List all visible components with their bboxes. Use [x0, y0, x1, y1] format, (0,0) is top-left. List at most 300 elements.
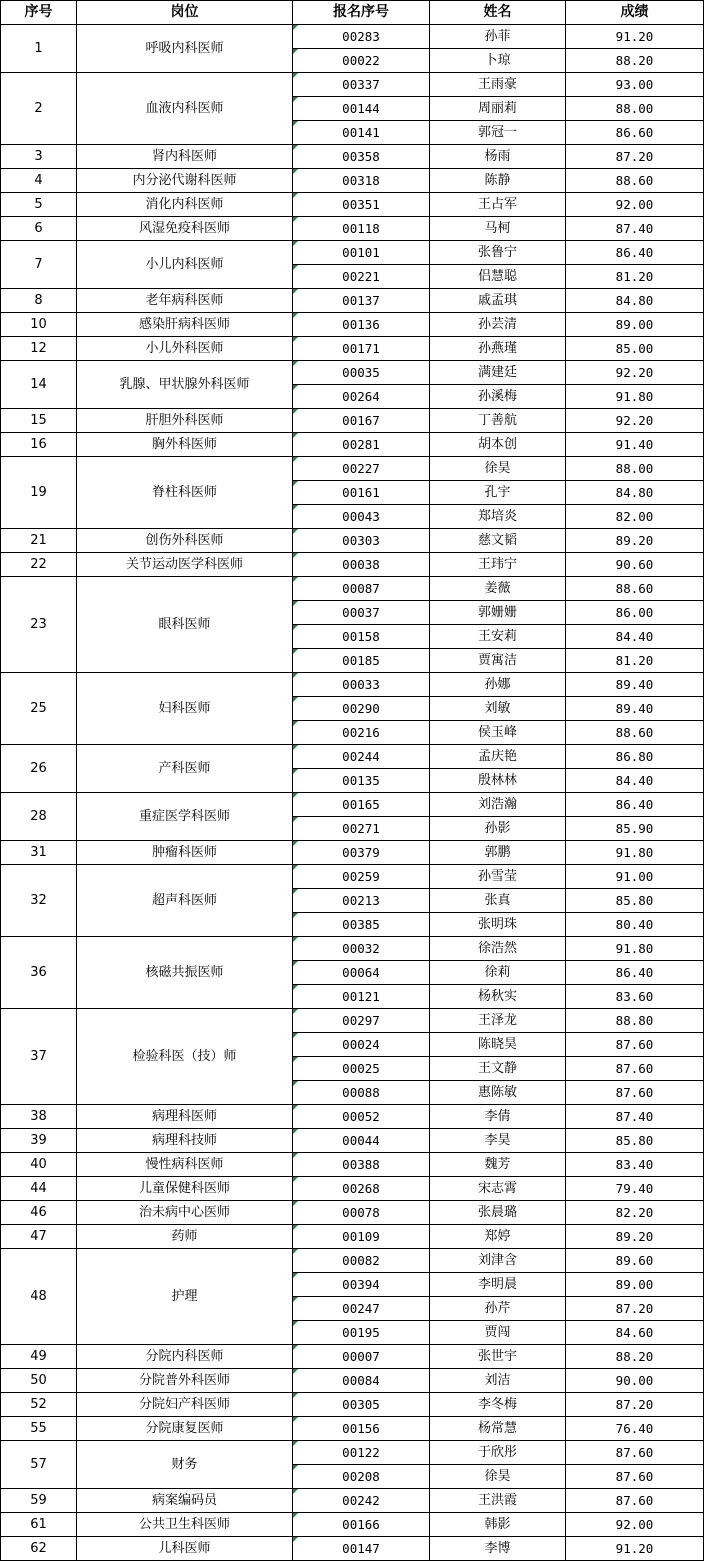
- name-cell: 徐昊: [430, 1465, 566, 1489]
- reg-no-cell: 00035: [293, 361, 430, 385]
- name-cell: 张真: [430, 889, 566, 913]
- reg-no-cell: 00122: [293, 1441, 430, 1465]
- score-cell: 90.60: [566, 553, 704, 577]
- name-cell: 张明珠: [430, 913, 566, 937]
- score-cell: 91.80: [566, 841, 704, 865]
- header-row: [1, 1, 704, 25]
- name-cell: 姜薇: [430, 577, 566, 601]
- name-cell: 刘津含: [430, 1249, 566, 1273]
- name-cell: 贾闯: [430, 1321, 566, 1345]
- reg-no-cell: 00216: [293, 721, 430, 745]
- reg-no-cell: 00305: [293, 1393, 430, 1417]
- score-cell: 88.20: [566, 49, 704, 73]
- table-row: [1, 433, 704, 457]
- seq-cell: 32: [1, 865, 77, 937]
- post-cell: 内分泌代谢科医师: [77, 169, 293, 193]
- reg-no-cell: 00052: [293, 1105, 430, 1129]
- name-cell: 王泽龙: [430, 1009, 566, 1033]
- post-cell: 小儿内科医师: [77, 241, 293, 289]
- name-cell: 刘敏: [430, 697, 566, 721]
- table-row: [1, 193, 704, 217]
- seq-cell: 10: [1, 313, 77, 337]
- table-row: [1, 1369, 704, 1393]
- post-cell: 乳腺、甲状腺外科医师: [77, 361, 293, 409]
- seq-cell: 46: [1, 1201, 77, 1225]
- name-cell: 魏芳: [430, 1153, 566, 1177]
- post-cell: 肿瘤科医师: [77, 841, 293, 865]
- score-cell: 88.60: [566, 169, 704, 193]
- reg-no-cell: 00033: [293, 673, 430, 697]
- post-cell: 重症医学科医师: [77, 793, 293, 841]
- post-cell: 分院普外科医师: [77, 1369, 293, 1393]
- name-cell: 郭鹏: [430, 841, 566, 865]
- reg-no-cell: 00167: [293, 409, 430, 433]
- seq-cell: 16: [1, 433, 77, 457]
- reg-no-cell: 00165: [293, 793, 430, 817]
- table-row: [1, 217, 704, 241]
- seq-cell: 55: [1, 1417, 77, 1441]
- reg-no-cell: 00247: [293, 1297, 430, 1321]
- reg-no-cell: 00351: [293, 193, 430, 217]
- reg-no-cell: 00242: [293, 1489, 430, 1513]
- score-cell: 89.40: [566, 697, 704, 721]
- header-post: 岗位: [77, 1, 293, 25]
- reg-no-cell: 00244: [293, 745, 430, 769]
- reg-no-cell: 00337: [293, 73, 430, 97]
- seq-cell: 57: [1, 1441, 77, 1489]
- table-row: [1, 73, 704, 97]
- table-row: [1, 553, 704, 577]
- post-cell: 妇科医师: [77, 673, 293, 745]
- score-cell: 87.20: [566, 145, 704, 169]
- score-cell: 86.40: [566, 793, 704, 817]
- score-cell: 87.60: [566, 1489, 704, 1513]
- reg-no-cell: 00038: [293, 553, 430, 577]
- reg-no-cell: 00118: [293, 217, 430, 241]
- name-cell: 卜琼: [430, 49, 566, 73]
- name-cell: 徐莉: [430, 961, 566, 985]
- seq-cell: 39: [1, 1129, 77, 1153]
- seq-cell: 19: [1, 457, 77, 529]
- name-cell: 孙燕瑾: [430, 337, 566, 361]
- reg-no-cell: 00271: [293, 817, 430, 841]
- name-cell: 惠陈敏: [430, 1081, 566, 1105]
- name-cell: 杨秋实: [430, 985, 566, 1009]
- name-cell: 王文静: [430, 1057, 566, 1081]
- name-cell: 丁善航: [430, 409, 566, 433]
- score-cell: 83.40: [566, 1153, 704, 1177]
- score-cell: 87.60: [566, 1057, 704, 1081]
- name-cell: 王玮宁: [430, 553, 566, 577]
- name-cell: 周丽莉: [430, 97, 566, 121]
- reg-no-cell: 00185: [293, 649, 430, 673]
- post-cell: 老年病科医师: [77, 289, 293, 313]
- post-cell: 慢性病科医师: [77, 1153, 293, 1177]
- table-row: [1, 1345, 704, 1369]
- score-cell: 88.60: [566, 577, 704, 601]
- name-cell: 郑婷: [430, 1225, 566, 1249]
- table-row: [1, 841, 704, 865]
- table-body: [1, 25, 704, 1561]
- reg-no-cell: 00259: [293, 865, 430, 889]
- score-cell: 87.40: [566, 1105, 704, 1129]
- score-cell: 83.60: [566, 985, 704, 1009]
- table-row: [1, 337, 704, 361]
- table-row: [1, 577, 704, 601]
- reg-no-cell: 00101: [293, 241, 430, 265]
- score-cell: 86.00: [566, 601, 704, 625]
- header-seq: 序号: [1, 1, 77, 25]
- score-cell: 88.00: [566, 457, 704, 481]
- post-cell: 分院妇产科医师: [77, 1393, 293, 1417]
- post-cell: 眼科医师: [77, 577, 293, 673]
- name-cell: 张晨璐: [430, 1201, 566, 1225]
- seq-cell: 37: [1, 1009, 77, 1105]
- name-cell: 郭姗姗: [430, 601, 566, 625]
- reg-no-cell: 00032: [293, 937, 430, 961]
- reg-no-cell: 00136: [293, 313, 430, 337]
- score-cell: 87.60: [566, 1465, 704, 1489]
- reg-no-cell: 00022: [293, 49, 430, 73]
- score-cell: 86.40: [566, 241, 704, 265]
- header-score: 成绩: [566, 1, 704, 25]
- score-cell: 92.00: [566, 1513, 704, 1537]
- table-row: [1, 673, 704, 697]
- reg-no-cell: 00268: [293, 1177, 430, 1201]
- post-cell: 产科医师: [77, 745, 293, 793]
- name-cell: 陈静: [430, 169, 566, 193]
- score-cell: 89.00: [566, 1273, 704, 1297]
- score-cell: 84.60: [566, 1321, 704, 1345]
- score-cell: 87.40: [566, 217, 704, 241]
- reg-no-cell: 00213: [293, 889, 430, 913]
- post-cell: 小儿外科医师: [77, 337, 293, 361]
- reg-no-cell: 00144: [293, 97, 430, 121]
- post-cell: 病案编码员: [77, 1489, 293, 1513]
- table-row: [1, 457, 704, 481]
- post-cell: 肝胆外科医师: [77, 409, 293, 433]
- table-row: [1, 1153, 704, 1177]
- score-cell: 86.60: [566, 121, 704, 145]
- name-cell: 殷林林: [430, 769, 566, 793]
- name-cell: 于欣彤: [430, 1441, 566, 1465]
- name-cell: 孙菲: [430, 25, 566, 49]
- name-cell: 孔宇: [430, 481, 566, 505]
- name-cell: 徐昊: [430, 457, 566, 481]
- seq-cell: 2: [1, 73, 77, 145]
- table-row: [1, 793, 704, 817]
- seq-cell: 23: [1, 577, 77, 673]
- name-cell: 侯玉峰: [430, 721, 566, 745]
- name-cell: 李倩: [430, 1105, 566, 1129]
- table-row: [1, 1513, 704, 1537]
- reg-no-cell: 00043: [293, 505, 430, 529]
- name-cell: 孙影: [430, 817, 566, 841]
- seq-cell: 14: [1, 361, 77, 409]
- name-cell: 孙溪梅: [430, 385, 566, 409]
- reg-no-cell: 00137: [293, 289, 430, 313]
- post-cell: 病理科医师: [77, 1105, 293, 1129]
- reg-no-cell: 00156: [293, 1417, 430, 1441]
- name-cell: 侣慧聪: [430, 265, 566, 289]
- seq-cell: 5: [1, 193, 77, 217]
- seq-cell: 38: [1, 1105, 77, 1129]
- score-cell: 85.00: [566, 337, 704, 361]
- score-cell: 84.40: [566, 625, 704, 649]
- reg-no-cell: 00379: [293, 841, 430, 865]
- reg-no-cell: 00385: [293, 913, 430, 937]
- seq-cell: 49: [1, 1345, 77, 1369]
- header-name: 姓名: [430, 1, 566, 25]
- score-cell: 88.60: [566, 721, 704, 745]
- post-cell: 关节运动医学科医师: [77, 553, 293, 577]
- table-row: [1, 25, 704, 49]
- post-cell: 消化内科医师: [77, 193, 293, 217]
- score-cell: 87.20: [566, 1297, 704, 1321]
- reg-no-cell: 00290: [293, 697, 430, 721]
- post-cell: 风湿免疫科医师: [77, 217, 293, 241]
- reg-no-cell: 00121: [293, 985, 430, 1009]
- table-row: [1, 1417, 704, 1441]
- name-cell: 陈晓昊: [430, 1033, 566, 1057]
- table-row: [1, 289, 704, 313]
- table-row: [1, 1489, 704, 1513]
- seq-cell: 61: [1, 1513, 77, 1537]
- score-cell: 92.00: [566, 193, 704, 217]
- reg-no-cell: 00281: [293, 433, 430, 457]
- seq-cell: 22: [1, 553, 77, 577]
- seq-cell: 6: [1, 217, 77, 241]
- name-cell: 郑培炎: [430, 505, 566, 529]
- reg-no-cell: 00024: [293, 1033, 430, 1057]
- name-cell: 马柯: [430, 217, 566, 241]
- reg-no-cell: 00161: [293, 481, 430, 505]
- reg-no-cell: 00394: [293, 1273, 430, 1297]
- table-row: [1, 1105, 704, 1129]
- seq-cell: 1: [1, 25, 77, 73]
- post-cell: 财务: [77, 1441, 293, 1489]
- reg-no-cell: 00064: [293, 961, 430, 985]
- name-cell: 王雨豪: [430, 73, 566, 97]
- reg-no-cell: 00082: [293, 1249, 430, 1273]
- score-cell: 88.80: [566, 1009, 704, 1033]
- name-cell: 戚孟琪: [430, 289, 566, 313]
- score-cell: 80.40: [566, 913, 704, 937]
- seq-cell: 4: [1, 169, 77, 193]
- score-cell: 91.40: [566, 433, 704, 457]
- reg-no-cell: 00141: [293, 121, 430, 145]
- name-cell: 李博: [430, 1537, 566, 1561]
- table-row: [1, 529, 704, 553]
- post-cell: 儿科医师: [77, 1537, 293, 1561]
- reg-no-cell: 00025: [293, 1057, 430, 1081]
- seq-cell: 40: [1, 1153, 77, 1177]
- reg-no-cell: 00087: [293, 577, 430, 601]
- post-cell: 肾内科医师: [77, 145, 293, 169]
- score-cell: 92.20: [566, 409, 704, 433]
- reg-no-cell: 00303: [293, 529, 430, 553]
- name-cell: 孙娜: [430, 673, 566, 697]
- table-row: [1, 145, 704, 169]
- score-cell: 87.20: [566, 1393, 704, 1417]
- reg-no-cell: 00044: [293, 1129, 430, 1153]
- post-cell: 分院康复医师: [77, 1417, 293, 1441]
- seq-cell: 12: [1, 337, 77, 361]
- score-cell: 85.80: [566, 889, 704, 913]
- seq-cell: 50: [1, 1369, 77, 1393]
- post-cell: 检验科医（技）师: [77, 1009, 293, 1105]
- post-cell: 血液内科医师: [77, 73, 293, 145]
- score-cell: 89.00: [566, 313, 704, 337]
- post-cell: 护理: [77, 1249, 293, 1345]
- name-cell: 孙芸清: [430, 313, 566, 337]
- seq-cell: 21: [1, 529, 77, 553]
- name-cell: 李昊: [430, 1129, 566, 1153]
- score-cell: 82.20: [566, 1201, 704, 1225]
- score-cell: 91.80: [566, 937, 704, 961]
- score-cell: 87.60: [566, 1033, 704, 1057]
- seq-cell: 44: [1, 1177, 77, 1201]
- seq-cell: 28: [1, 793, 77, 841]
- name-cell: 张鲁宁: [430, 241, 566, 265]
- name-cell: 胡本创: [430, 433, 566, 457]
- score-cell: 85.90: [566, 817, 704, 841]
- name-cell: 徐浩然: [430, 937, 566, 961]
- name-cell: 孟庆艳: [430, 745, 566, 769]
- reg-no-cell: 00078: [293, 1201, 430, 1225]
- seq-cell: 48: [1, 1249, 77, 1345]
- reg-no-cell: 00283: [293, 25, 430, 49]
- score-cell: 88.00: [566, 97, 704, 121]
- name-cell: 贾寓洁: [430, 649, 566, 673]
- table-row: [1, 241, 704, 265]
- score-cell: 86.80: [566, 745, 704, 769]
- table-row: [1, 409, 704, 433]
- table-row: [1, 1177, 704, 1201]
- reg-no-cell: 00007: [293, 1345, 430, 1369]
- seq-cell: 26: [1, 745, 77, 793]
- score-cell: 89.60: [566, 1249, 704, 1273]
- name-cell: 满建廷: [430, 361, 566, 385]
- post-cell: 核磁共振医师: [77, 937, 293, 1009]
- score-cell: 90.00: [566, 1369, 704, 1393]
- score-cell: 82.00: [566, 505, 704, 529]
- seq-cell: 15: [1, 409, 77, 433]
- reg-no-cell: 00195: [293, 1321, 430, 1345]
- score-cell: 87.60: [566, 1441, 704, 1465]
- reg-no-cell: 00135: [293, 769, 430, 793]
- reg-no-cell: 00147: [293, 1537, 430, 1561]
- score-cell: 81.20: [566, 649, 704, 673]
- header-reg-no: 报名序号: [293, 1, 430, 25]
- post-cell: 创伤外科医师: [77, 529, 293, 553]
- post-cell: 胸外科医师: [77, 433, 293, 457]
- name-cell: 杨常慧: [430, 1417, 566, 1441]
- seq-cell: 59: [1, 1489, 77, 1513]
- table-row: [1, 313, 704, 337]
- reg-no-cell: 00166: [293, 1513, 430, 1537]
- table-row: [1, 1393, 704, 1417]
- reg-no-cell: 00037: [293, 601, 430, 625]
- score-cell: 84.80: [566, 481, 704, 505]
- post-cell: 儿童保健科医师: [77, 1177, 293, 1201]
- reg-no-cell: 00318: [293, 169, 430, 193]
- seq-cell: 8: [1, 289, 77, 313]
- table-row: [1, 1249, 704, 1273]
- score-cell: 91.00: [566, 865, 704, 889]
- seq-cell: 7: [1, 241, 77, 289]
- reg-no-cell: 00227: [293, 457, 430, 481]
- name-cell: 李冬梅: [430, 1393, 566, 1417]
- name-cell: 郭冠一: [430, 121, 566, 145]
- seq-cell: 25: [1, 673, 77, 745]
- post-cell: 病理科技师: [77, 1129, 293, 1153]
- reg-no-cell: 00158: [293, 625, 430, 649]
- table-row: [1, 1201, 704, 1225]
- name-cell: 杨雨: [430, 145, 566, 169]
- table-row: [1, 1009, 704, 1033]
- name-cell: 张世宇: [430, 1345, 566, 1369]
- seq-cell: 52: [1, 1393, 77, 1417]
- table-row: [1, 169, 704, 193]
- reg-no-cell: 00109: [293, 1225, 430, 1249]
- post-cell: 药师: [77, 1225, 293, 1249]
- seq-cell: 3: [1, 145, 77, 169]
- score-cell: 79.40: [566, 1177, 704, 1201]
- post-cell: 呼吸内科医师: [77, 25, 293, 73]
- reg-no-cell: 00264: [293, 385, 430, 409]
- name-cell: 刘浩瀚: [430, 793, 566, 817]
- reg-no-cell: 00358: [293, 145, 430, 169]
- score-cell: 87.60: [566, 1081, 704, 1105]
- score-cell: 85.80: [566, 1129, 704, 1153]
- table-row: [1, 1225, 704, 1249]
- score-cell: 88.20: [566, 1345, 704, 1369]
- table-row: [1, 865, 704, 889]
- score-cell: 93.00: [566, 73, 704, 97]
- name-cell: 刘洁: [430, 1369, 566, 1393]
- score-cell: 86.40: [566, 961, 704, 985]
- table-row: [1, 745, 704, 769]
- table-row: [1, 1537, 704, 1561]
- seq-cell: 36: [1, 937, 77, 1009]
- name-cell: 王安莉: [430, 625, 566, 649]
- table-row: [1, 937, 704, 961]
- score-cell: 89.40: [566, 673, 704, 697]
- score-cell: 91.20: [566, 25, 704, 49]
- score-cell: 81.20: [566, 265, 704, 289]
- reg-no-cell: 00388: [293, 1153, 430, 1177]
- score-cell: 89.20: [566, 1225, 704, 1249]
- reg-no-cell: 00171: [293, 337, 430, 361]
- post-cell: 公共卫生科医师: [77, 1513, 293, 1537]
- name-cell: 王占军: [430, 193, 566, 217]
- score-cell: 76.40: [566, 1417, 704, 1441]
- seq-cell: 62: [1, 1537, 77, 1561]
- name-cell: 孙芹: [430, 1297, 566, 1321]
- reg-no-cell: 00297: [293, 1009, 430, 1033]
- seq-cell: 47: [1, 1225, 77, 1249]
- name-cell: 韩影: [430, 1513, 566, 1537]
- name-cell: 宋志霄: [430, 1177, 566, 1201]
- score-cell: 89.20: [566, 529, 704, 553]
- reg-no-cell: 00088: [293, 1081, 430, 1105]
- score-cell: 84.40: [566, 769, 704, 793]
- name-cell: 李明晨: [430, 1273, 566, 1297]
- seq-cell: 31: [1, 841, 77, 865]
- reg-no-cell: 00208: [293, 1465, 430, 1489]
- score-cell: 92.20: [566, 361, 704, 385]
